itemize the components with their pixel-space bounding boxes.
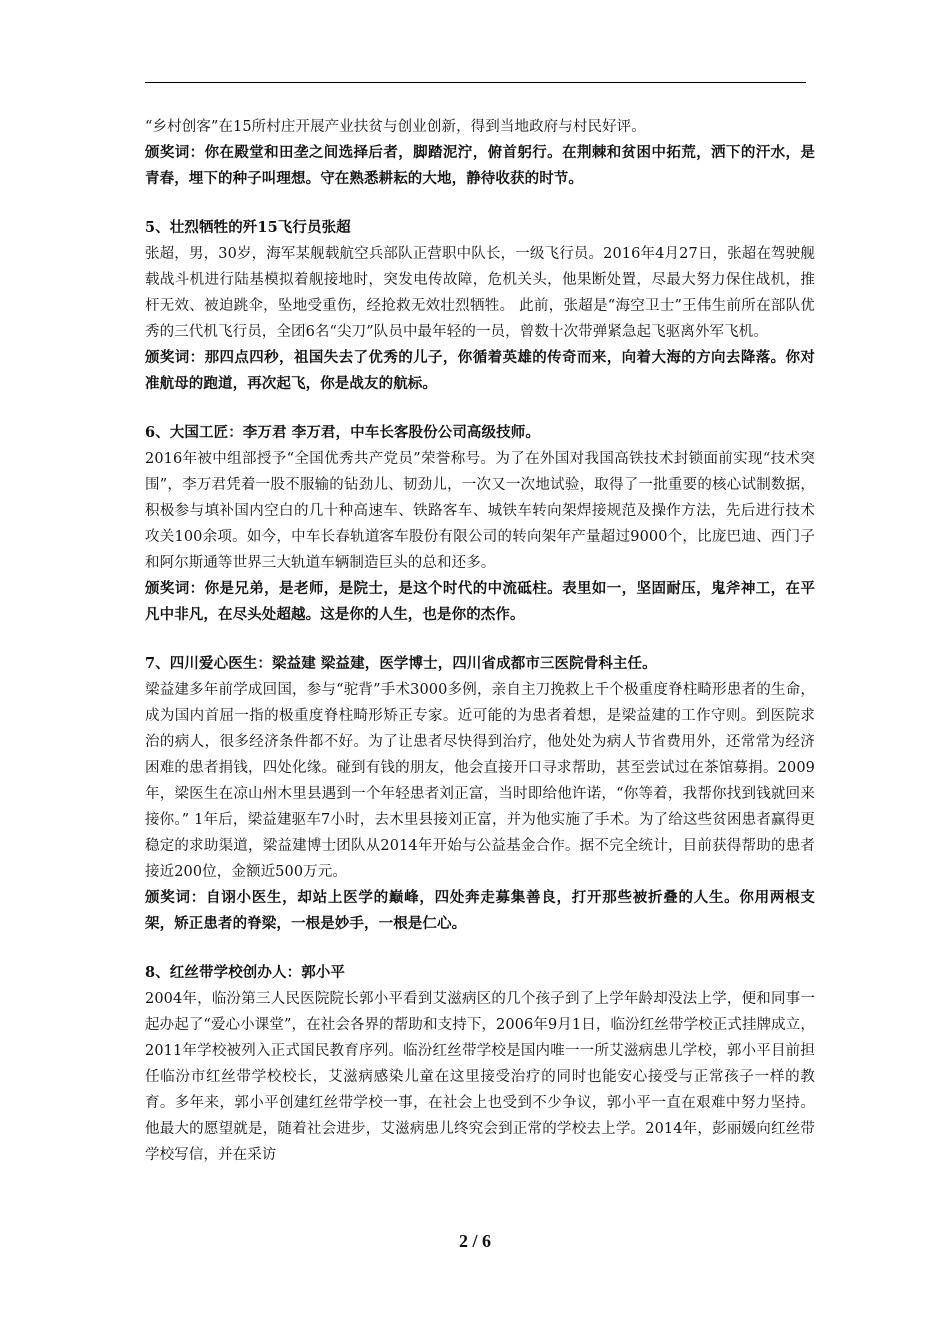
paragraph: 张超，男，30岁，海军某舰载航空兵部队正营职中队长，一级飞行员。2016年4月27日，张超在驾驶舰载战斗机进行陆基模拟着舰接地时，突发电传故障，危机关头，他果断处置，尽最大努力保住战机，推杆无效、被迫跳伞，坠地受重伤，经抢救无效壮烈牺牲。 此前，张超是“海空卫士”王伟生前所在部队优秀的三代机飞行员，全团6名“尖刀”队员中最年轻的一员，曾数十次带弹紧急起飞驱离外军飞机。 bbox=[145, 246, 815, 340]
paragraph-gap bbox=[145, 192, 815, 215]
paragraph-gap bbox=[145, 397, 815, 420]
document-body bbox=[145, 114, 815, 1168]
paragraph: 2016年被中组部授予“全国优秀共产党员”荣誉称号。为了在外国对我国高铁技术封锁面前实现“技术突围”，李万君凭着一股不服输的钻劲儿、韧劲儿，一次又一次地试验，取得了一批重要的核心试制数据，积极参与填补国内空白的几十种高速车、铁路客车、城铁车转向架焊接规范及操作方法，先后进行技术攻关100余项。如今，中车长春轨道客车股份有限公司的转向架年产量超过9000个，比庞巴迪、西门子和阿尔斯通等世界三大轨道车辆制造巨头的总和还多。 bbox=[145, 451, 815, 571]
page-number: 2 / 6 bbox=[458, 1231, 491, 1251]
bold-paragraph: 8、红丝带学校创办人：郭小平 bbox=[145, 964, 345, 981]
header-rule bbox=[145, 82, 806, 83]
paragraph-gap bbox=[145, 628, 815, 651]
paragraph-gap bbox=[145, 937, 815, 960]
bold-paragraph: 6、大国工匠：李万君 李万君，中车长客股份公司高级技师。 bbox=[145, 424, 540, 441]
paragraph: 2004年，临汾第三人民医院院长郭小平看到艾滋病区的几个孩子到了上学年龄却没法上学，便和同事一起办起了“爱心小课堂”，在社会各界的帮助和支持下，2006年9月1日，临汾红丝带学校正式挂牌成立，2011年学校被列入正式国民教育序列。临汾红丝带学校是国内唯一一所艾滋病患儿学校，郭小平目前担任临汾市红丝带学校校长，艾滋病感染儿童在这里接受治疗的同时也能安心接受与正常孩子一样的教育。多年来，郭小平创建红丝带学校一事，在社会上也受到不少争议，郭小平一直在艰难中努力坚持。他最大的愿望就是，随着社会进步，艾滋病患儿终究会到正常的学校去上学。2014年，彭丽媛向红丝带学校写信，并在采访 bbox=[145, 991, 815, 1163]
bold-paragraph: 颁奖词：那四点四秒，祖国失去了优秀的儿子，你循着英雄的传奇而来，向着大海的方向去降落。你对准航母的跑道，再次起飞，你是战友的航标。 bbox=[145, 349, 815, 392]
paragraph: “乡村创客”在15所村庄开展产业扶贫与创业创新，得到当地政府与村民好评。 bbox=[145, 119, 646, 135]
bold-paragraph: 7、四川爱心医生：梁益建 梁益建，医学博士，四川省成都市三医院骨科主任。 bbox=[145, 655, 657, 672]
bold-paragraph: 颁奖词：你在殿堂和田垄之间选择后者，脚踏泥泞，俯首躬行。在荆棘和贫困中拓荒，洒下的汗水，是青春，埋下的种子叫理想。守在熟悉耕耘的大地，静待收获的时节。 bbox=[145, 144, 815, 187]
bold-paragraph: 5、壮烈牺牲的歼15飞行员张超 bbox=[145, 219, 351, 236]
bold-paragraph: 颁奖词：自诩小医生，却站上医学的巅峰，四处奔走募集善良，打开那些被折叠的人生。你用两根支架，矫正患者的脊梁，一根是妙手，一根是仁心。 bbox=[145, 889, 815, 932]
paragraph: 梁益建多年前学成回国，参与“驼背”手术3000多例，亲自主刀挽救上千个极重度脊柱畸形患者的生命，成为国内首屈一指的极重度脊柱畸形矫正专家。近可能的为患者着想，是梁益建的工作守则。到医院求治的病人，很多经济条件都不好。为了让患者尽快得到治疗，他处处为病人节省费用外，还常常为经济困难的患者捐钱，四处化缘。碰到有钱的朋友，他会直接开口寻求帮助，甚至尝试过在茶馆募捐。2009年，梁医生在凉山州木里县遇到一个年轻患者刘正富，当时即给他许诺，“你等着，我帮你找到钱就回来接你。” 1年后，梁益建驱车7小时，去木里县接刘正富，并为他实施了手术。为了给这些贫困患者赢得更稳定的求助渠道，梁益建博士团队从2014年开始与公益基金合作。据不完全统计，目前获得帮助的患者接近200位，金额近500万元。 bbox=[145, 682, 815, 880]
bold-paragraph: 颁奖词：你是兄弟，是老师，是院士，是这个时代的中流砥柱。表里如一，坚固耐压，鬼斧神工，在平凡中非凡，在尽头处超越。这是你的人生，也是你的杰作。 bbox=[145, 580, 815, 623]
